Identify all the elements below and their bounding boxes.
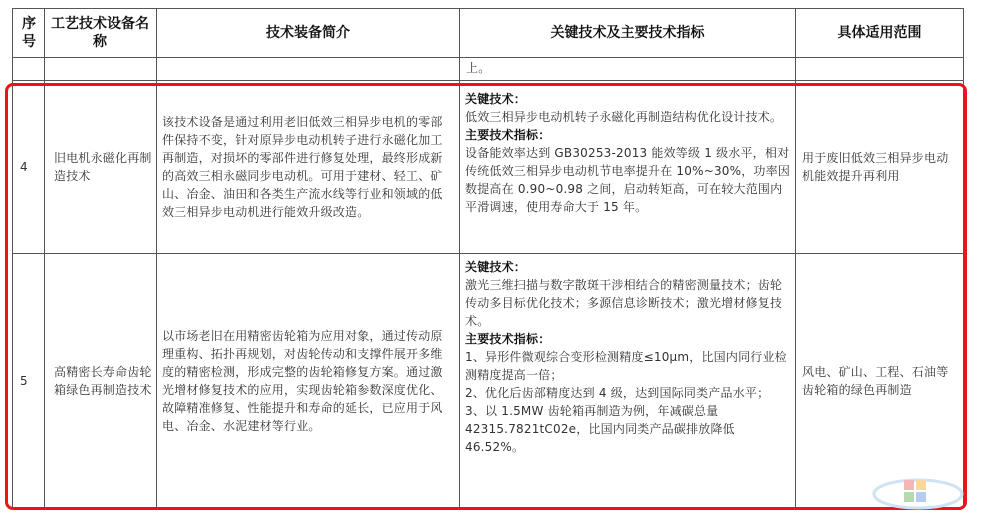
row4-key-text: 低效三相异步电动机转子永磁化再制造结构优化设计技术。 — [465, 110, 783, 124]
row5-key-text: 激光三维扫描与数字散斑干涉相结合的精密测量技术；齿轮传动多目标优化技术；多源信息诊断技术；激光增材修复技术。 — [465, 278, 783, 328]
watermark-logo-icon — [870, 468, 966, 518]
prev-row-tail: 上。 — [466, 61, 491, 75]
header-scope: 具体适用范围 — [837, 25, 922, 41]
header-no: 序号 — [22, 16, 36, 50]
row5-index-item-1: 1、异形件微观综合变形检测精度≤10μm，比国内同行业检测精度提高一倍； — [465, 350, 787, 382]
row4-scope-text: 用于废旧低效三相异步电动机能效提升再利用 — [802, 151, 949, 183]
row5-index-label: 主要技术指标： — [465, 332, 551, 346]
row4-key-label: 关键技术： — [465, 92, 527, 106]
row5-scope-text: 风电、矿山、工程、石油等齿轮箱的绿色再制造 — [802, 364, 949, 397]
header-intro: 技术装备简介 — [266, 25, 350, 41]
highlight-frame — [5, 83, 967, 510]
row5-index-item-2: 2、优化后齿部精度达到 4 级，达到国际同类产品水平； — [465, 386, 770, 400]
row5-name-text: 高精密长寿命齿轮箱绿色再制造技术 — [54, 364, 152, 397]
row4-name-text: 旧电机永磁化再制造技术 — [54, 151, 152, 183]
row4-index-label: 主要技术指标： — [465, 128, 551, 142]
row4-intro-text: 该技术设备是通过利用老旧低效三相异步电机的零部件保持不变，针对原异步电动机转子进行永磁化加工再制造，对损坏的零部件进行修复处理，最终形成新的高效三相永磁同步电动机。可用于建材、轻工、矿山、冶金、油田和各类生产流水线等行业和领域的低效三相异步电动机进行能效升级改造。 — [162, 115, 443, 219]
row5-intro-text: 以市场老旧在用精密齿轮箱为应用对象，通过传动原理重构、拓扑再规划，对齿轮传动和支撑件展开多维度的精密检测，形成完整的齿轮箱修复方案。通过激光增材修复技术的应用，实现齿轮箱参数深度优化、故障精准修复、性能提升和寿命的延长，已应用于风电、冶金、水泥建材等行业。 — [162, 328, 443, 433]
row5-key-label: 关键技术： — [465, 260, 527, 274]
row5-index-item-3: 3、以 1.5MW 齿轮箱再制造为例，年减碳总量 42315.7821tC02e，比国内同类产品碳排放降低 46.52%。 — [465, 404, 735, 454]
header-name: 工艺技术设备名称 — [51, 16, 149, 50]
row4-no-text: 4 — [20, 160, 28, 174]
row5-no-text: 5 — [20, 373, 28, 388]
header-key-tech: 关键技术及主要技术指标 — [550, 25, 705, 41]
row4-index-text: 设备能效率达到 GB30253-2013 能效等级 1 级水平，相对传统低效三相异步电动机节电率提升在 10%~30%，功率因数提高在 0.90~0.98 之间，启动转矩高，可在较大范围内平滑调速，使用寿命大于 15 年。 — [465, 146, 790, 214]
header-bottom-border — [12, 57, 964, 58]
